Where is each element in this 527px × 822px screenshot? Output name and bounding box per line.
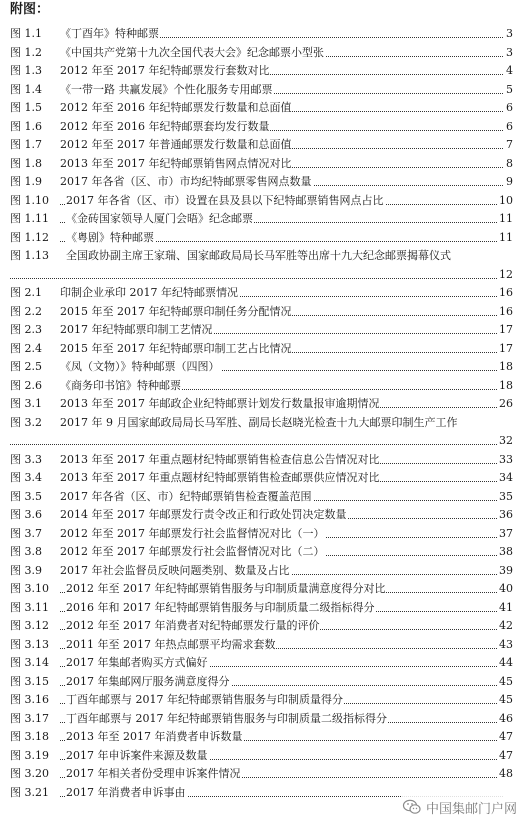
figure-title: 2017 年消费者申诉事由 (66, 785, 186, 799)
figure-label: 图 1.3 (10, 64, 42, 77)
figure-title: 2016 年和 2017 年纪特邮票销售服务与印制质量二级指标得分 (66, 600, 375, 614)
page-number: 12 (499, 267, 513, 281)
page-number: 18 (499, 378, 513, 392)
figure-title: 2012 年至 2017 年邮票发行社会监督情况对比（二） (60, 545, 325, 558)
figure-label: 图 3.14 (10, 656, 49, 669)
figure-title: 2011 年至 2017 年热点邮票平均需求套数 (66, 637, 276, 651)
page-number: 5 (506, 82, 513, 96)
figure-label: 图 3.12 (10, 619, 49, 632)
page-number: 6 (506, 101, 513, 114)
page-number: 16 (499, 304, 513, 318)
page-number: 16 (499, 286, 513, 299)
figure-title: 《金砖国家领导人厦门会晤》纪念邮票 (66, 212, 253, 225)
figure-label: 图 3.5 (10, 489, 42, 503)
toc-entry (0, 339, 527, 358)
page-number: 36 (499, 508, 513, 521)
page-number: 9 (506, 175, 513, 188)
figure-label: 图 2.5 (10, 360, 42, 373)
toc-entry (0, 727, 527, 746)
figure-title: 《商务印书馆》特种邮票 (60, 378, 181, 392)
toc-entry-continuation (0, 431, 527, 450)
page-number: 38 (499, 545, 513, 558)
toc-entry (0, 635, 527, 654)
page-heading: 附图： (10, 2, 50, 17)
figure-label: 图 3.11 (10, 600, 49, 614)
page-number: 41 (499, 600, 513, 614)
figure-label: 图 3.8 (10, 545, 42, 558)
figure-title: 印制企业承印 2017 年纪特邮票情况 (60, 286, 238, 299)
figure-label: 图 1.13 (10, 249, 49, 262)
toc-entry (0, 764, 527, 783)
figure-title: 2013 年至 2017 年重点题材纪特邮票销售检查信息公告情况对比 (60, 452, 380, 466)
toc-entry (0, 320, 527, 339)
toc-entry (0, 468, 527, 487)
figure-label: 图 2.4 (10, 341, 42, 355)
toc-entry (0, 672, 527, 691)
toc-entry (0, 209, 527, 228)
figure-title: 2012 年至 2017 年纪特邮票销售服务与印制质量满意度得分对比 (66, 582, 386, 595)
figure-label: 图 3.3 (10, 452, 42, 466)
figure-label: 图 1.7 (10, 138, 42, 151)
toc-entry (0, 98, 527, 117)
figure-title: 2012 年至 2016 年纪特邮票发行数量和总面值 (60, 101, 292, 114)
figure-title: 2017 年纪特邮票印制工艺情况 (60, 323, 213, 336)
figure-label: 图 3.1 (10, 397, 42, 410)
page-number: 7 (506, 138, 513, 151)
page-number: 33 (499, 452, 513, 466)
figure-title: 2013 年至 2017 年邮政企业纪特邮票计划发行数量报审逾期情况 (60, 397, 380, 410)
page-number: 18 (499, 360, 513, 373)
dot-leader (10, 278, 503, 279)
figure-label: 图 3.9 (10, 563, 42, 577)
toc-entry (0, 228, 527, 247)
toc-entry (0, 394, 527, 413)
figure-title: 《粤剧》特种邮票 (66, 230, 154, 244)
figure-label: 图 1.2 (10, 45, 42, 59)
toc-entry (0, 135, 527, 154)
figure-label: 图 3.20 (10, 767, 49, 780)
figure-label: 图 3.18 (10, 730, 49, 743)
page-number: 3 (506, 45, 513, 59)
figure-label: 图 2.1 (10, 286, 42, 299)
figure-label: 图 3.17 (10, 711, 49, 725)
figure-label: 图 3.2 (10, 415, 42, 429)
page-number: 32 (499, 434, 513, 447)
figure-label: 图 3.7 (10, 526, 42, 540)
figure-title: 2015 年至 2017 年纪特邮票印制工艺占比情况 (60, 341, 292, 355)
page-number: 46 (499, 711, 513, 725)
figure-label: 图 3.19 (10, 748, 49, 762)
figure-label: 图 1.5 (10, 101, 42, 114)
page-number: 26 (499, 397, 513, 410)
toc-entry (0, 376, 527, 395)
toc-entry (0, 80, 527, 99)
toc-entry (0, 487, 527, 506)
page-number: 37 (499, 526, 513, 540)
figure-title: 《中国共产党第十九次全国代表大会》纪念邮票小型张 (60, 45, 324, 59)
toc-entry (0, 653, 527, 672)
page-number: 11 (499, 230, 513, 244)
page-number: 8 (506, 156, 513, 170)
figure-label: 图 1.12 (10, 230, 49, 244)
toc-entry (0, 61, 527, 80)
toc-entry-continuation (0, 265, 527, 284)
figure-title: 2013 年至 2017 年纪特邮票销售网点情况对比 (60, 156, 292, 170)
dot-leader (10, 444, 503, 445)
figure-label: 图 3.6 (10, 508, 42, 521)
page-number: 45 (499, 674, 513, 688)
figure-title: 2014 年至 2017 年邮票发行责令改正和行政处罚决定数量 (60, 508, 347, 521)
toc-entry (0, 690, 527, 709)
page-number: 44 (499, 656, 513, 669)
figure-title: 2013 年至 2017 年消费者申诉数量 (66, 730, 243, 743)
toc-entry (0, 117, 527, 136)
toc-entry (0, 154, 527, 173)
page-number: 40 (499, 582, 513, 595)
toc-entry (0, 709, 527, 728)
figure-label: 图 2.2 (10, 304, 42, 318)
toc-entry (0, 357, 527, 376)
figure-list (0, 24, 527, 801)
watermark-text: 中国集邮门户网 (425, 801, 517, 817)
page-number: 42 (499, 619, 513, 632)
toc-entry (0, 413, 527, 432)
figure-title: 2015 年至 2017 年纪特邮票印制任务分配情况 (60, 304, 292, 318)
figure-title: 2017 年申诉案件来源及数量 (66, 748, 208, 762)
figure-label: 图 1.1 (10, 27, 42, 40)
toc-entry (0, 283, 527, 302)
toc-entry (0, 450, 527, 469)
figure-title: 2013 年至 2017 年重点题材纪特邮票销售检查邮票供应情况对比 (60, 471, 380, 484)
wechat-icon (402, 797, 422, 817)
figure-label: 图 1.11 (10, 212, 49, 225)
figure-label: 图 1.10 (10, 193, 49, 207)
toc-entry (0, 191, 527, 210)
figure-title: 2017 年各省（区、市）纪特邮票销售检查覆盖范围 (60, 489, 312, 503)
page-number: 11 (499, 212, 513, 225)
figure-title: 2017 年社会监督员反映问题类别、数量及占比 (60, 563, 290, 577)
page-number: 17 (499, 323, 513, 336)
page-number: 17 (499, 341, 513, 355)
figure-title: 2012 年至 2017 年消费者对纪特邮票发行量的评价 (66, 619, 320, 632)
figure-label: 图 1.9 (10, 175, 42, 188)
figure-title: 丁酉年邮票与 2017 年纪特邮票销售服务与印制质量得分 (66, 693, 343, 706)
page-number: 39 (499, 563, 513, 577)
figure-title: 《凤（文物）》特种邮票（四图） (60, 360, 220, 373)
figure-label: 图 2.6 (10, 378, 42, 392)
figure-title: 2012 年至 2017 年普通邮票发行数量和总面值 (60, 138, 292, 151)
figure-label: 图 1.6 (10, 119, 42, 133)
figure-label: 图 2.3 (10, 323, 42, 336)
figure-title: 2017 年各省（区、市）设置在县及县以下纪特邮票销售网点占比 (66, 193, 384, 207)
figure-label: 图 1.8 (10, 156, 42, 170)
figure-title: 2017 年 9 月国家邮政局局长马军胜、副局长赵晓光检查十九大邮票印制生产工作 (60, 415, 458, 429)
figure-title: 2012 年至 2016 年纪特邮票套均发行数量 (60, 119, 270, 133)
page-number: 34 (499, 471, 513, 484)
page-number: 45 (499, 693, 513, 706)
toc-entry (0, 598, 527, 617)
figure-label: 图 3.13 (10, 637, 49, 651)
figure-label: 图 1.4 (10, 82, 42, 96)
figure-title: 2017 年相关者份受理申诉案件情况 (66, 767, 241, 780)
figure-title: 2012 年至 2017 年纪特邮票发行套数对比 (60, 64, 270, 77)
page-number: 6 (506, 119, 513, 133)
figure-title: 2017 年各省（区、市）市均纪特邮票零售网点数量 (60, 175, 312, 188)
page-number: 43 (499, 637, 513, 651)
toc-entry (0, 302, 527, 321)
toc-entry (0, 505, 527, 524)
figure-title: 《丁酉年》特种邮票 (60, 27, 159, 40)
page-number: 4 (506, 64, 513, 77)
figure-title: 2017 年集邮者购买方式偏好 (66, 656, 208, 669)
toc-entry (0, 746, 527, 765)
figure-title: 2017 年集邮网厅服务满意度得分 (66, 674, 230, 688)
figure-title: 《一带一路 共赢发展》个性化服务专用邮票 (60, 82, 273, 96)
figure-label: 图 3.15 (10, 674, 49, 688)
toc-entry (0, 43, 527, 62)
figure-label: 图 3.4 (10, 471, 42, 484)
toc-entry (0, 246, 527, 265)
toc-entry (0, 524, 527, 543)
toc-entry (0, 24, 527, 43)
toc-entry (0, 579, 527, 598)
page-number: 3 (506, 27, 513, 40)
page-number: 10 (499, 193, 513, 207)
page-number: 35 (499, 489, 513, 503)
figure-title: 丁酉年邮票与 2017 年纪特邮票销售服务与印制质量二级指标得分 (66, 711, 387, 725)
toc-entry (0, 616, 527, 635)
figure-title: 全国政协副主席王家瑞、国家邮政局局长马军胜等出席十九大纪念邮票揭幕仪式 (66, 249, 451, 262)
figure-label: 图 3.21 (10, 785, 49, 799)
toc-entry (0, 172, 527, 191)
toc-entry (0, 561, 527, 580)
page-number: 47 (499, 730, 513, 743)
page-number: 48 (499, 767, 513, 780)
watermark (402, 796, 517, 818)
figure-label: 图 3.10 (10, 582, 49, 595)
figure-label: 图 3.16 (10, 693, 49, 706)
toc-entry (0, 542, 527, 561)
figure-title: 2012 年至 2017 年邮票发行社会监督情况对比（一） (60, 526, 325, 540)
page-number: 47 (499, 748, 513, 762)
